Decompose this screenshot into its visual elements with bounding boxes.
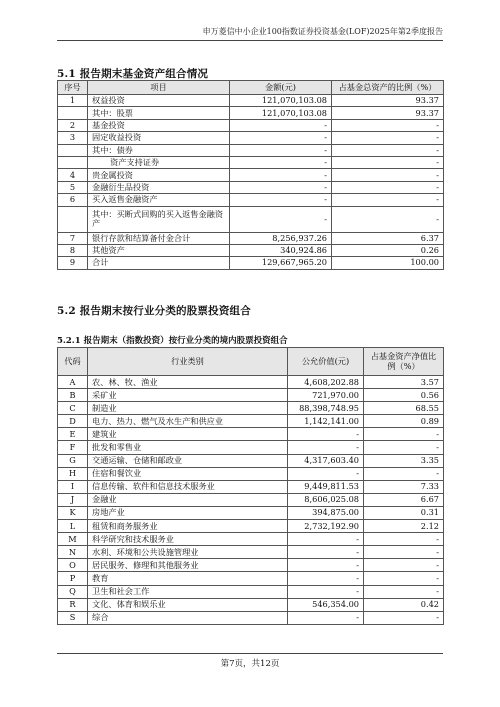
row-amount: - [230, 119, 332, 131]
table-row [58, 181, 444, 193]
row-number: 4 [58, 169, 88, 181]
nav-ratio: - [364, 611, 444, 624]
row-item: 其他资产 [88, 244, 230, 256]
nav-ratio: 68.55 [364, 402, 444, 415]
fair-value: 88,398,748.95 [288, 402, 364, 415]
row-ratio: - [332, 194, 444, 206]
industry-name: 建筑业 [88, 428, 288, 441]
fair-value: - [288, 533, 364, 546]
row-item: 买入返售金融资产 [88, 194, 230, 206]
table-row [58, 119, 444, 131]
fair-value: 8,606,025.08 [288, 493, 364, 506]
row-item: 贵金属投资 [88, 169, 230, 181]
fair-value: 546,354.00 [288, 598, 364, 611]
industry-name: 金融业 [88, 493, 288, 506]
table-row [58, 506, 444, 519]
row-amount: 121,070,103.08 [230, 107, 332, 119]
table-row [58, 441, 444, 454]
row-item: 资产支持证券 [88, 156, 230, 168]
nav-ratio: - [364, 572, 444, 585]
industry-code: O [58, 559, 88, 572]
row-number: 7 [58, 232, 88, 244]
section-5-2-1-subtitle: 5.2.1 报告期末（指数投资）按行业分类的境内股票投资组合 [57, 336, 288, 346]
fair-value: 394,875.00 [288, 506, 364, 519]
row-number: 1 [58, 95, 88, 107]
nav-ratio: 7.33 [364, 480, 444, 493]
row-amount: 8,256,937.26 [230, 232, 332, 244]
fair-value: 4,317,603.40 [288, 454, 364, 467]
row-item: 权益投资 [88, 95, 230, 107]
industry-code: F [58, 441, 88, 454]
row-item: 银行存款和结算备付金合计 [88, 232, 230, 244]
nav-ratio: - [364, 467, 444, 480]
nav-ratio: - [364, 428, 444, 441]
industry-name: 教育 [88, 572, 288, 585]
fair-value: 4,608,202.88 [288, 376, 364, 389]
page-footer: 第7页，共12页 [57, 653, 443, 669]
row-amount: 340,924.86 [230, 244, 332, 256]
row-amount: 129,667,965.20 [230, 257, 332, 269]
row-item: 基金投资 [88, 119, 230, 131]
table-row [58, 611, 444, 624]
industry-code: C [58, 402, 88, 415]
row-ratio: - [332, 156, 444, 168]
industry-name: 卫生和社会工作 [88, 585, 288, 598]
industry-code: I [58, 480, 88, 493]
column-header: 行业类别 [88, 348, 288, 376]
row-item: 金融衍生品投资 [88, 181, 230, 193]
table-row [58, 493, 444, 506]
fair-value: 1,142,141.00 [288, 415, 364, 428]
row-amount: - [230, 144, 332, 156]
table-row [58, 244, 444, 256]
row-number [58, 206, 88, 232]
industry-name: 交通运输、仓储和邮政业 [88, 454, 288, 467]
table-row [58, 232, 444, 244]
nav-ratio: 0.31 [364, 506, 444, 519]
fair-value: 2,732,192.90 [288, 520, 364, 533]
nav-ratio: 2.12 [364, 520, 444, 533]
table-row [58, 107, 444, 119]
row-ratio: - [332, 181, 444, 193]
row-ratio: 0.26 [332, 244, 444, 256]
industry-name: 住宿和餐饮业 [88, 467, 288, 480]
row-number [58, 156, 88, 168]
nav-ratio: - [364, 559, 444, 572]
row-item: 其中：债券 [88, 144, 230, 156]
table-row [58, 533, 444, 546]
industry-code: M [58, 533, 88, 546]
row-ratio: - [332, 206, 444, 232]
column-header: 占基金总资产的比例（%） [332, 81, 444, 95]
industry-code: D [58, 415, 88, 428]
industry-name: 采矿业 [88, 389, 288, 402]
row-number: 2 [58, 119, 88, 131]
fair-value: - [288, 467, 364, 480]
column-header: 金额(元) [230, 81, 332, 95]
row-amount: - [230, 194, 332, 206]
nav-ratio: 6.67 [364, 493, 444, 506]
industry-name: 批发和零售业 [88, 441, 288, 454]
industry-name: 居民服务、修理和其他服务业 [88, 559, 288, 572]
table-row [58, 598, 444, 611]
industry-code: G [58, 454, 88, 467]
table-row [58, 559, 444, 572]
nav-ratio: - [364, 546, 444, 559]
table-row [58, 428, 444, 441]
fair-value: - [288, 559, 364, 572]
table-row [58, 194, 444, 206]
column-header: 代码 [58, 348, 88, 376]
nav-ratio: - [364, 533, 444, 546]
table-row [58, 132, 444, 144]
row-amount: - [230, 206, 332, 232]
table-row [58, 585, 444, 598]
row-ratio: 93.37 [332, 107, 444, 119]
industry-name: 房地产业 [88, 506, 288, 519]
column-header: 公允价值(元) [288, 348, 364, 376]
row-number: 6 [58, 194, 88, 206]
table-row [58, 467, 444, 480]
section-5-2-title: 5.2 报告期末按行业分类的股票投资组合 [57, 305, 251, 317]
fair-value: - [288, 572, 364, 585]
row-item: 其中：买断式回购的买入返售金融资产 [88, 206, 230, 232]
row-amount: - [230, 132, 332, 144]
industry-name: 文化、体育和娱乐业 [88, 598, 288, 611]
column-header: 项目 [88, 81, 230, 95]
industry-name: 农、林、牧、渔业 [88, 376, 288, 389]
industry-name: 水利、环境和公共设施管理业 [88, 546, 288, 559]
row-number [58, 107, 88, 119]
nav-ratio: 0.89 [364, 415, 444, 428]
section-5-1-title: 5.1 报告期末基金资产组合情况 [57, 68, 209, 80]
row-ratio: - [332, 144, 444, 156]
row-ratio: 100.00 [332, 257, 444, 269]
fair-value: - [288, 585, 364, 598]
row-number [58, 144, 88, 156]
row-item: 合计 [88, 257, 230, 269]
asset-allocation-table [57, 80, 444, 270]
table-row [58, 454, 444, 467]
row-item: 固定收益投资 [88, 132, 230, 144]
industry-code: P [58, 572, 88, 585]
nav-ratio: 0.42 [364, 598, 444, 611]
industry-code: R [58, 598, 88, 611]
table-row [58, 572, 444, 585]
fair-value: - [288, 428, 364, 441]
nav-ratio: - [364, 441, 444, 454]
row-amount: - [230, 169, 332, 181]
table-row [58, 156, 444, 168]
industry-allocation-table [57, 347, 444, 625]
page-header: 申万菱信中小企业100指数证券投资基金(LOF)2025年第2季度报告 [57, 26, 443, 41]
table-row [58, 389, 444, 402]
row-ratio: - [332, 119, 444, 131]
industry-name: 制造业 [88, 402, 288, 415]
row-amount: - [230, 181, 332, 193]
row-amount: - [230, 156, 332, 168]
row-ratio: - [332, 132, 444, 144]
row-amount: 121,070,103.08 [230, 95, 332, 107]
table-row [58, 376, 444, 389]
row-number: 8 [58, 244, 88, 256]
nav-ratio: 3.35 [364, 454, 444, 467]
fair-value: 9,449,811.53 [288, 480, 364, 493]
table-header-row [58, 348, 444, 376]
industry-code: B [58, 389, 88, 402]
fair-value: - [288, 441, 364, 454]
fair-value: 721,970.00 [288, 389, 364, 402]
industry-code: A [58, 376, 88, 389]
nav-ratio: 0.56 [364, 389, 444, 402]
industry-code: L [58, 520, 88, 533]
table-row [58, 257, 444, 269]
row-number: 3 [58, 132, 88, 144]
row-ratio: 93.37 [332, 95, 444, 107]
industry-name: 综合 [88, 611, 288, 624]
industry-code: K [58, 506, 88, 519]
table-row [58, 206, 444, 232]
industry-code: H [58, 467, 88, 480]
industry-name: 电力、热力、燃气及水生产和供应业 [88, 415, 288, 428]
table-row [58, 169, 444, 181]
industry-code: S [58, 611, 88, 624]
row-number: 9 [58, 257, 88, 269]
industry-name: 信息传输、软件和信息技术服务业 [88, 480, 288, 493]
table-row [58, 546, 444, 559]
column-header: 占基金资产净值比例（%） [364, 348, 444, 376]
row-item: 其中：股票 [88, 107, 230, 119]
row-ratio: - [332, 169, 444, 181]
industry-code: E [58, 428, 88, 441]
table-header-row [58, 81, 444, 95]
table-row [58, 402, 444, 415]
table-row [58, 480, 444, 493]
table-row [58, 144, 444, 156]
nav-ratio: - [364, 585, 444, 598]
industry-code: Q [58, 585, 88, 598]
row-number: 5 [58, 181, 88, 193]
table-row [58, 520, 444, 533]
table-row [58, 415, 444, 428]
table-row [58, 95, 444, 107]
industry-name: 科学研究和技术服务业 [88, 533, 288, 546]
column-header: 序号 [58, 81, 88, 95]
row-ratio: 6.37 [332, 232, 444, 244]
fair-value: - [288, 546, 364, 559]
nav-ratio: 3.57 [364, 376, 444, 389]
fair-value: - [288, 611, 364, 624]
industry-name: 租赁和商务服务业 [88, 520, 288, 533]
industry-code: J [58, 493, 88, 506]
industry-code: N [58, 546, 88, 559]
